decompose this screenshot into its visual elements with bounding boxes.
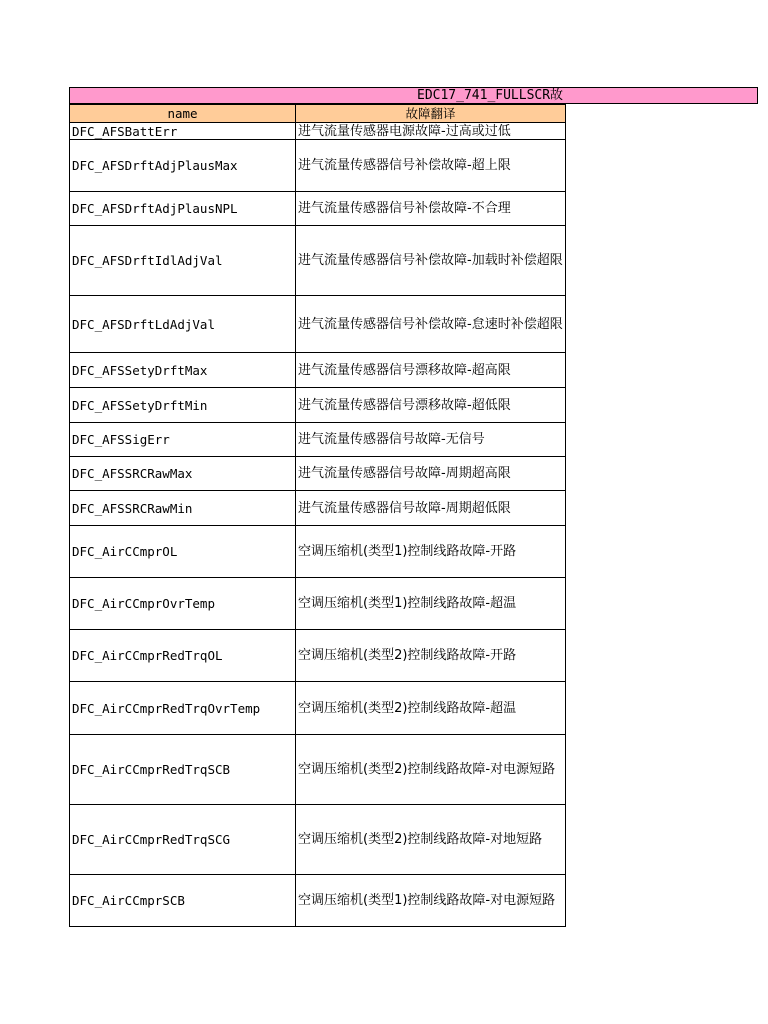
fault-desc-cell: 空调压缩机(类型2)控制线路故障-超温 xyxy=(296,682,566,735)
fault-name-cell: DFC_AFSDrftIdlAdjVal xyxy=(70,226,296,296)
fault-name-cell: DFC_AFSSRCRawMax xyxy=(70,457,296,491)
table-row xyxy=(70,457,566,491)
fault-name-cell: DFC_AirCCmprRedTrqSCG xyxy=(70,805,296,875)
fault-desc-cell: 空调压缩机(类型2)控制线路故障-对地短路 xyxy=(296,805,566,875)
table-row xyxy=(70,192,566,226)
table-row xyxy=(70,526,566,578)
fault-desc-cell: 进气流量传感器信号补偿故障-超上限 xyxy=(296,140,566,192)
fault-desc-cell: 进气流量传感器信号故障-周期超高限 xyxy=(296,457,566,491)
fault-desc-cell: 空调压缩机(类型1)控制线路故障-超温 xyxy=(296,578,566,630)
table-row xyxy=(70,491,566,526)
fault-name-cell: DFC_AFSDrftAdjPlausMax xyxy=(70,140,296,192)
fault-desc-cell: 空调压缩机(类型1)控制线路故障-开路 xyxy=(296,526,566,578)
table-row xyxy=(70,875,566,927)
fault-name-cell: DFC_AirCCmprRedTrqOL xyxy=(70,630,296,682)
sheet-title-bar xyxy=(69,87,758,104)
table-row xyxy=(70,578,566,630)
table-row xyxy=(70,630,566,682)
fault-name-cell: DFC_AFSDrftAdjPlausNPL xyxy=(70,192,296,226)
fault-desc-cell: 空调压缩机(类型2)控制线路故障-开路 xyxy=(296,630,566,682)
fault-name-cell: DFC_AFSSigErr xyxy=(70,423,296,457)
table-row xyxy=(70,123,566,140)
fault-desc-cell: 进气流量传感器信号漂移故障-超低限 xyxy=(296,388,566,423)
table-row xyxy=(70,423,566,457)
fault-name-cell: DFC_AirCCmprOvrTemp xyxy=(70,578,296,630)
fault-code-table xyxy=(69,104,566,927)
fault-name-cell: DFC_AirCCmprSCB xyxy=(70,875,296,927)
fault-desc-cell: 进气流量传感器信号漂移故障-超高限 xyxy=(296,353,566,388)
fault-name-cell: DFC_AFSSetyDrftMin xyxy=(70,388,296,423)
fault-name-cell: DFC_AirCCmprRedTrqOvrTemp xyxy=(70,682,296,735)
fault-desc-cell: 空调压缩机(类型1)控制线路故障-对电源短路 xyxy=(296,875,566,927)
table-row xyxy=(70,388,566,423)
fault-name-cell: DFC_AirCCmprRedTrqSCB xyxy=(70,735,296,805)
translation-column-header: 故障翻译 xyxy=(296,105,566,123)
table-row xyxy=(70,296,566,353)
table-row xyxy=(70,735,566,805)
fault-name-cell: DFC_AFSSRCRawMin xyxy=(70,491,296,526)
name-column-header: name xyxy=(70,105,296,123)
fault-name-cell: DFC_AFSBattErr xyxy=(70,123,296,140)
table-row xyxy=(70,140,566,192)
fault-desc-cell: 进气流量传感器电源故障-过高或过低 xyxy=(296,123,566,140)
fault-desc-cell: 进气流量传感器信号补偿故障-不合理 xyxy=(296,192,566,226)
table-row xyxy=(70,682,566,735)
table-row xyxy=(70,226,566,296)
table-row xyxy=(70,805,566,875)
fault-name-cell: DFC_AFSSetyDrftMax xyxy=(70,353,296,388)
fault-desc-cell: 空调压缩机(类型2)控制线路故障-对电源短路 xyxy=(296,735,566,805)
table-row xyxy=(70,353,566,388)
fault-name-cell: DFC_AFSDrftLdAdjVal xyxy=(70,296,296,353)
fault-desc-cell: 进气流量传感器信号故障-周期超低限 xyxy=(296,491,566,526)
fault-desc-cell: 进气流量传感器信号补偿故障-怠速时补偿超限 xyxy=(296,296,566,353)
sheet-title: EDC17_741_FULLSCR故 xyxy=(417,88,564,103)
header-row xyxy=(70,105,566,123)
fault-desc-cell: 进气流量传感器信号补偿故障-加载时补偿超限 xyxy=(296,226,566,296)
fault-desc-cell: 进气流量传感器信号故障-无信号 xyxy=(296,423,566,457)
fault-name-cell: DFC_AirCCmprOL xyxy=(70,526,296,578)
